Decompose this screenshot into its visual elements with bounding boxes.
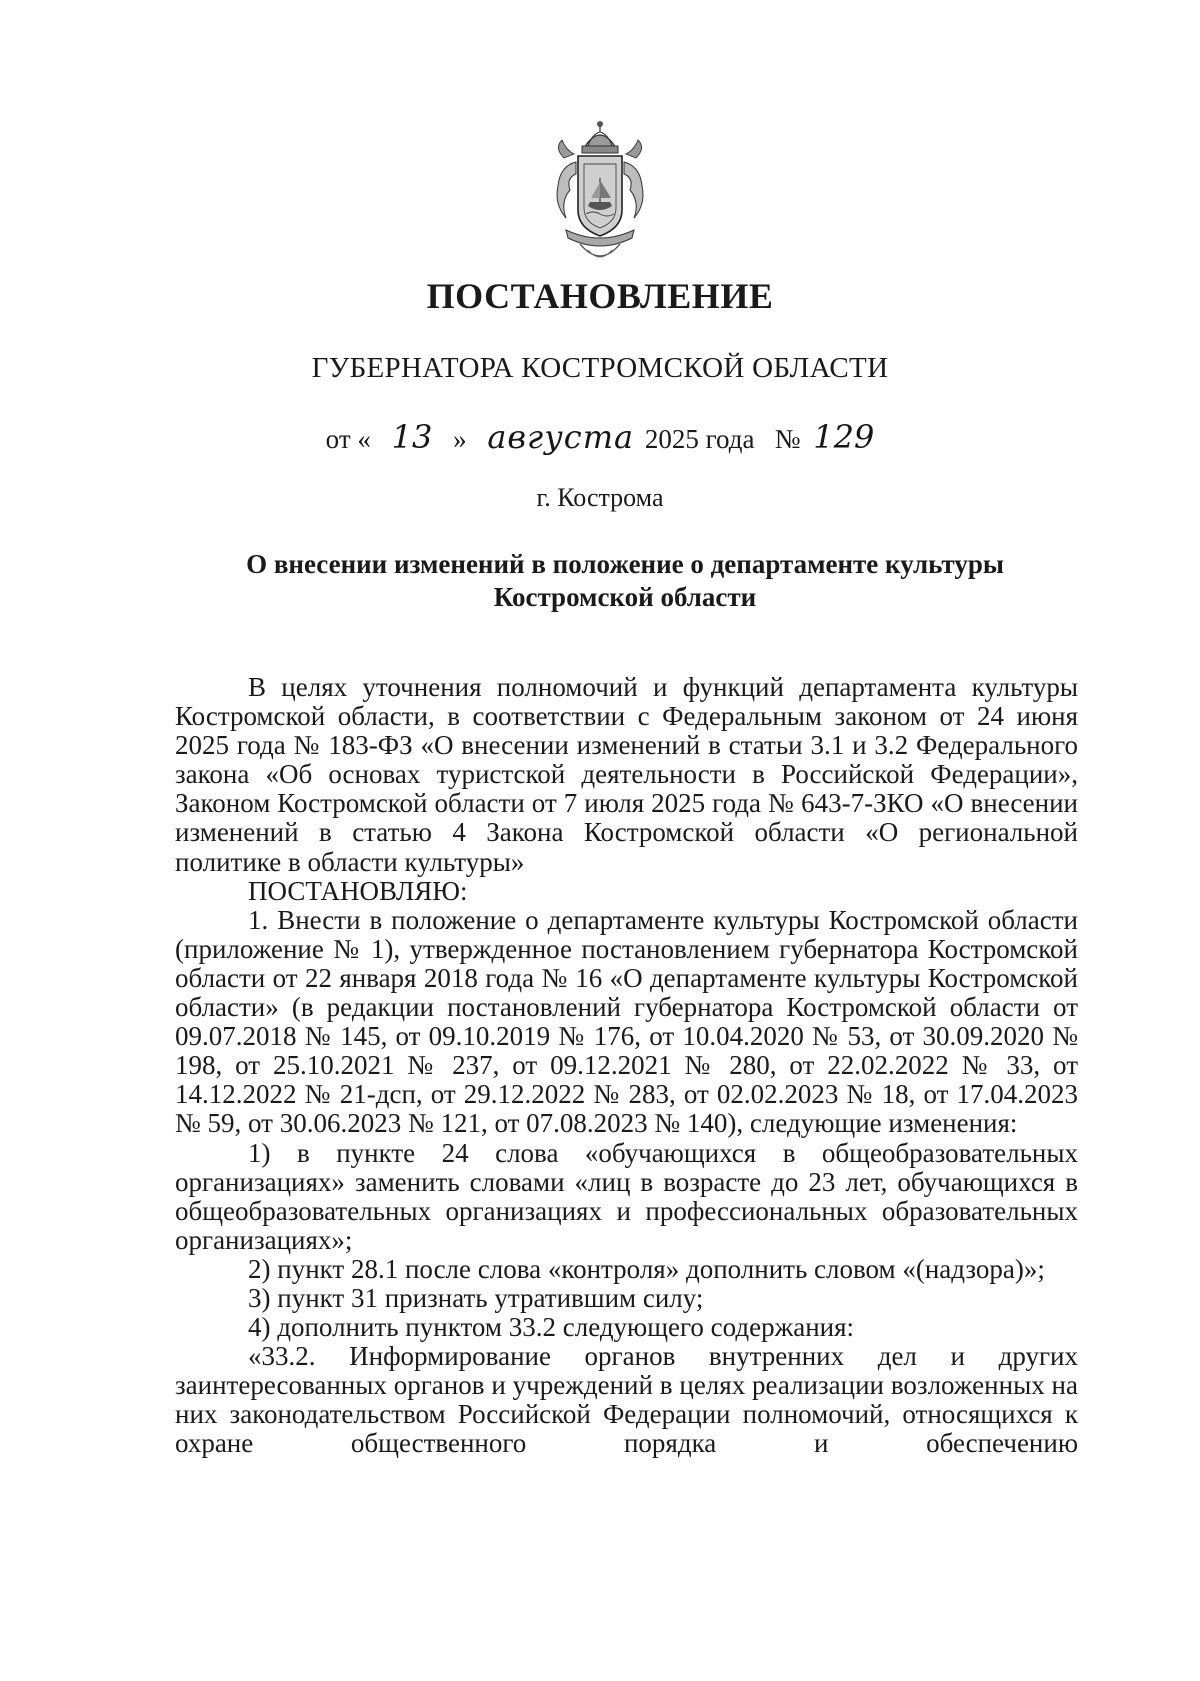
handwritten-month: августа bbox=[487, 418, 635, 456]
city-name: г. Кострома bbox=[536, 483, 664, 512]
document-type-title: ПОСТАНОВЛЕНИЕ bbox=[426, 276, 774, 316]
document-body bbox=[175, 673, 1078, 1459]
handwritten-day: 13 bbox=[391, 418, 433, 456]
quote-close: » bbox=[453, 424, 467, 454]
number-sign: № bbox=[774, 424, 801, 454]
date-and-number-line bbox=[0, 418, 1200, 456]
subitem-1-paragraph: 1) в пункте 24 слова «обучающихся в общеобразовательных организациях» заменить словами «лиц в возрасте до 23 лет, обучающихся в общеобразовательных организациях и профессиональных образовательных организациях»; bbox=[175, 1137, 1078, 1255]
date-prefix: от « bbox=[325, 424, 371, 454]
subject-line-1: О внесении изменений в положение о департаменте культуры bbox=[246, 549, 1004, 579]
subject-line-2: Костромской области bbox=[493, 582, 757, 612]
item-1-paragraph: 1. Внести в положение о департаменте культуры Костромской области (приложение № 1), утвержденное постановлением губернатора Костромской области от 22 января 2018 года № 16 «О департаменте культуры Костромской области» (в редакции постановлений губернатора Костромской области от 09.07.2018 № 145, от 09.10.2019 № 176, от 10.04.2020 № 53, от 30.09.2020 № 198, от 25.10.2021 № 237, от 09.12.2021 № 280, от 22.02.2022 № 33, от 14.12.2022 № 21-дсп, от 29.12.2022 № 283, от 02.02.2023 № 18, от 17.04.2023 № 59, от 30.06.2023 № 121, от 07.08.2023 № 140), следующие изменения: bbox=[175, 904, 1078, 1139]
coat-of-arms-icon bbox=[540, 118, 660, 273]
issuer-title: ГУБЕРНАТОРА КОСТРОМСКОЙ ОБЛАСТИ bbox=[311, 352, 889, 384]
document-subject bbox=[175, 548, 1075, 614]
year-text: 2025 года bbox=[644, 424, 755, 454]
resolve-word: ПОСТАНОВЛЯЮ: bbox=[248, 875, 468, 906]
handwritten-number: 129 bbox=[813, 418, 875, 456]
subitem-2-paragraph: 2) пункт 28.1 после слова «контроля» дополнить словом «(надзора)»; bbox=[248, 1253, 1045, 1284]
quoted-item-paragraph: «33.2. Информирование органов внутренних дел и других заинтересованных органов и учреждений в целях реализации возложенных на них законодательством Российской Федерации полномочий, относящихся к охране общественного порядка и обеспечению bbox=[175, 1341, 1078, 1459]
subitem-4-paragraph: 4) дополнить пунктом 33.2 следующего содержания: bbox=[248, 1312, 855, 1343]
subitem-3-paragraph: 3) пункт 31 признать утратившим силу; bbox=[248, 1282, 704, 1313]
preamble-paragraph: В целях уточнения полномочий и функций департамента культуры Костромской области, в соответствии с Федеральным законом от 24 июня 2025 года № 183-ФЗ «О внесении изменений в статьи 3.1 и 3.2 Федерального закона «Об основах туристской деятельности в Российской Федерации», Законом Костромской области от 7 июля 2025 года № 643-7-ЗКО «О внесении изменений в статью 4 Закона Костромской области «О региональной политике в области культуры» bbox=[175, 672, 1078, 877]
